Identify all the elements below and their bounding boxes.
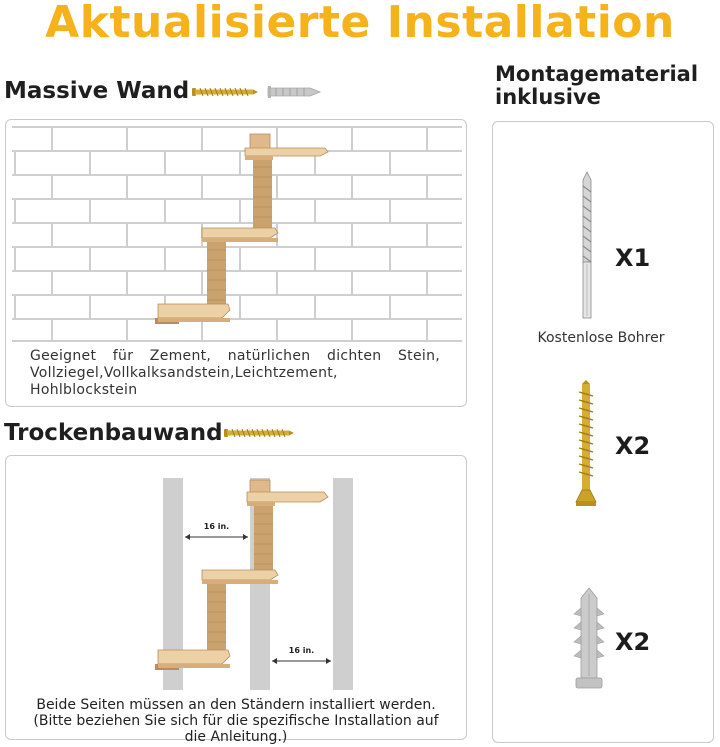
materials-heading [495, 63, 715, 109]
drywall-caption-line-3: die Anleitung.) [184, 729, 288, 745]
wall-anchor-icon [570, 588, 608, 690]
drywall-heading: Trockenbauwand [4, 420, 223, 446]
stud-spacing-label-bottom: 16 in. [288, 646, 315, 655]
drill-bit-label: Kostenlose Bohrer [537, 330, 665, 346]
massive-wall-heading: Massive Wand [4, 78, 190, 104]
screw-icon [573, 380, 599, 510]
drywall-caption-line-2: (Bitte beziehen Sie sich für die spezifische Installation auf [33, 713, 439, 729]
screw-quantity: X2 [615, 432, 651, 460]
screw-icon [224, 425, 294, 439]
wall-anchor-icon [268, 84, 320, 100]
drill-bit-quantity: X1 [615, 244, 651, 272]
drywall-caption [9, 697, 463, 745]
materials-heading-line-2: inklusive [495, 85, 601, 109]
screw-icon [192, 84, 258, 98]
massive-wall-caption: Geeignet für Zement, natürlichen dichten Stein, Vollziegel,Vollkalksandstein,Leichtzement, Hohlblockstein [30, 348, 440, 398]
page-title: Aktualisierte Installation [45, 0, 675, 48]
drywall-caption-line-1: Beide Seiten müssen an den Ständern installiert werden. [36, 697, 436, 713]
materials-heading-line-1: Montagematerial [495, 62, 699, 86]
wall-stud-right [333, 478, 353, 690]
cat-climbing-shelf-image [150, 132, 335, 332]
stud-spacing-label-top: 16 in. [203, 522, 230, 531]
wall-anchor-quantity: X2 [615, 628, 651, 656]
drill-bit-icon [576, 172, 598, 320]
cat-climbing-shelf-image [150, 478, 335, 678]
